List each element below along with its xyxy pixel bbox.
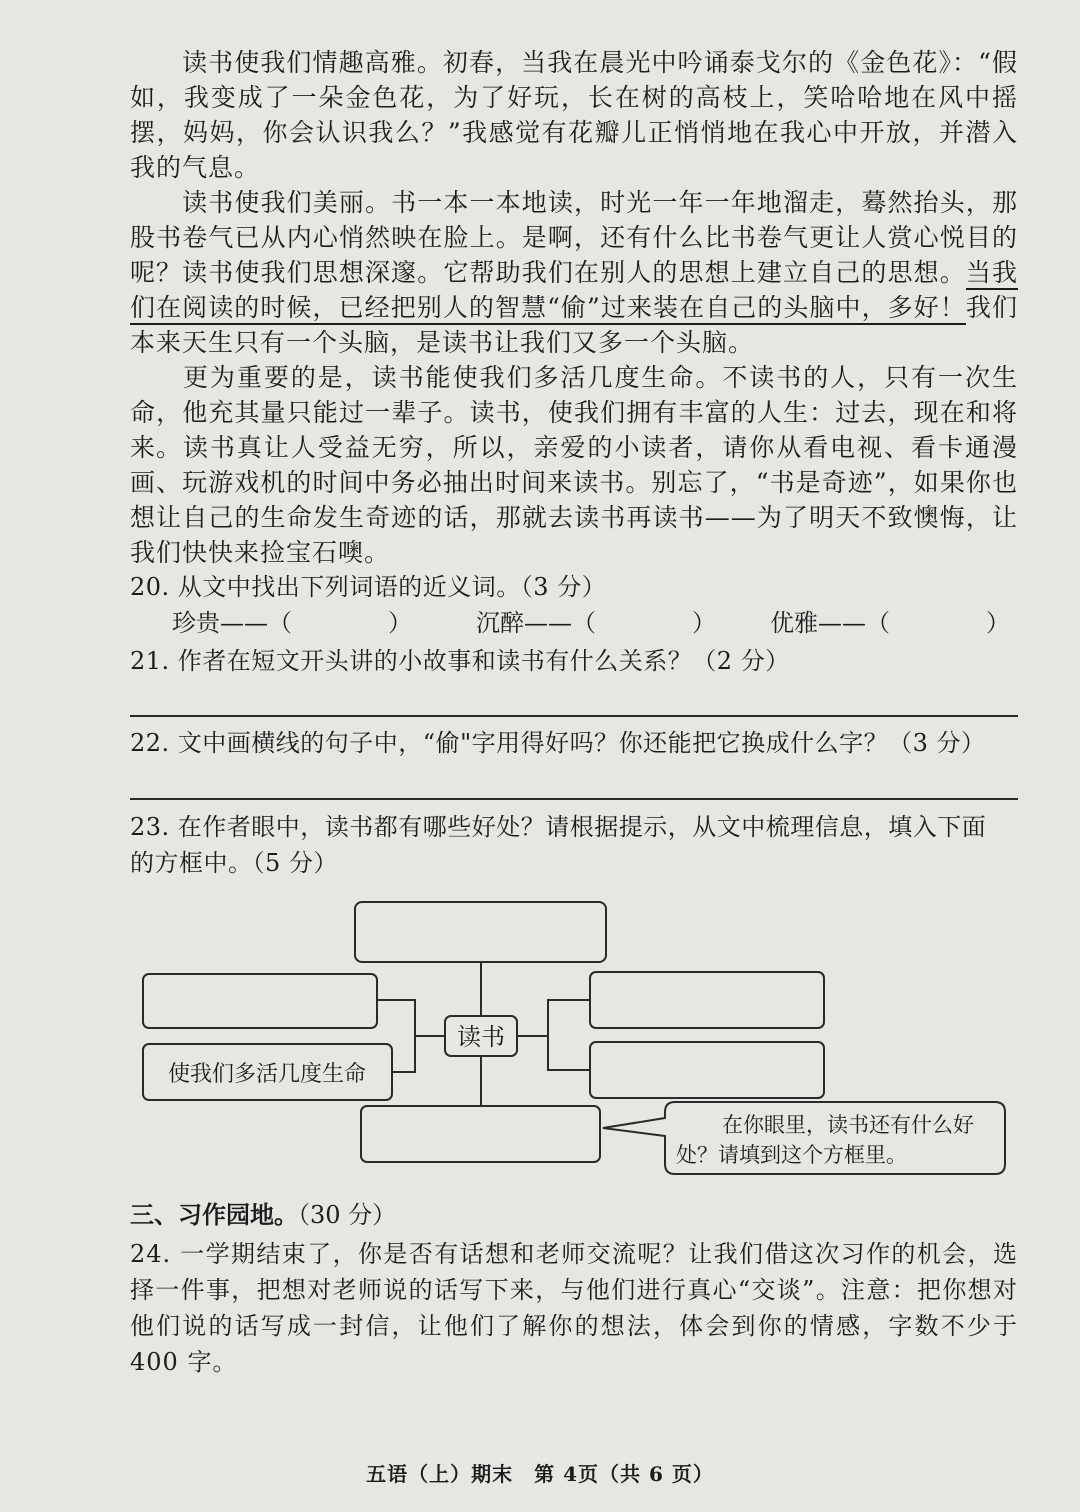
answer-box-left[interactable] xyxy=(143,974,377,1028)
answer-box-right-top[interactable] xyxy=(590,972,824,1028)
synonym-blank-1[interactable]: 珍贵——（ ） xyxy=(172,609,412,637)
passage-paragraph-3-start: 读书使我们思想深邃。它帮助我们在别人的思想上建立自己的思想。 xyxy=(182,258,966,287)
section-3-heading xyxy=(130,1198,396,1232)
answer-box-bottom[interactable] xyxy=(361,1106,600,1162)
section-3-points: （30 分） xyxy=(298,1201,397,1229)
question-22: 22. 文中画横线的句子中，“偷"字用得好吗？你还能把它换成什么字？（3 分） xyxy=(130,729,986,757)
connector-right xyxy=(517,1000,590,1070)
answer-box-top[interactable] xyxy=(355,902,606,962)
question-24: 24. 一学期结束了，你是否有话想和老师交流呢？让我们借这次习作的机会，选择一件事，把想对老师说的话写下来，与他们进行真心“交谈”。注意：把你想对他们说的话写成一封信，让他们了解你的想法，体会到你的情感，字数不少于 400 字。 xyxy=(130,1240,1018,1376)
passage-paragraph-5-text: 读书真让人受益无穷，所以，亲爱的小读者，请你从看电视、看卡通漫画、玩游戏机的时间中务必抽出时间来读书。别忘了，“书是奇迹”，如果你也想让自己的生命发生奇迹的话，那就去读书再读书——为了明天不致懊悔，让我们快快来捡宝石噢。 xyxy=(130,433,1018,567)
speech-bubble-line-1: 在你眼里，读书还有什么好 xyxy=(722,1113,974,1137)
section-3-title: 三、习作园地。 xyxy=(130,1200,298,1229)
connector-left xyxy=(377,1000,445,1072)
given-box-label: 使我们多活几度生命 xyxy=(167,1062,367,1087)
question-23-line-2: 的方框中。（5 分） xyxy=(130,849,338,877)
passage-paragraph-4-text: 更为重要的是，读书能使我们多活几度生命。不读书的人，只有一次生命，他充其量只能过一辈子。读书，使我们拥有丰富的人生：过去，现在和将来。 xyxy=(130,363,1018,462)
synonym-blank-3[interactable]: 优雅——（ ） xyxy=(770,609,1010,637)
passage-paragraph-3-end: 我们本来天生只有一个头脑，是读书让我们又多一个头脑。 xyxy=(130,293,1018,357)
speech-bubble-line-2: 处？请填到这个方框里。 xyxy=(676,1143,907,1167)
passage-paragraph-1-text: 读书使我们情趣高雅。初春，当我在晨光中吟诵泰戈尔的《金色花》：“假如，我变成了一朵金色花，为了好玩，长在树的高枝上，笑哈哈地在风中摇摆，妈妈，你会认识我么？”我感觉有花瓣儿正悄悄地在我心中开放，并潜入我的气息。 xyxy=(130,48,1018,182)
question-20: 20. 从文中找出下列词语的近义词。（3 分） xyxy=(130,573,607,601)
underlined-sentence: 当我们在阅读的时候，已经把别人的智慧“偷”过来装在自己的头脑中，多好！ xyxy=(130,258,1018,325)
passage-paragraph-2-text: 读书使我们美丽。书一本一本地读，时光一年一年地溜走，蓦然抬头，那股书卷气已从内心悄然映在脸上。是啊，还有什么比书卷气更让人赏心悦目的呢？ xyxy=(130,188,1018,287)
page-footer: 五语（上）期末 第 4页（共 6 页） xyxy=(366,1462,714,1486)
question-23-line-1: 23. 在作者眼中，读书都有哪些好处？请根据提示，从文中梳理信息，填入下面 xyxy=(130,813,987,841)
center-label: 读书 xyxy=(457,1023,505,1051)
synonym-blank-2[interactable]: 沉醉——（ ） xyxy=(476,609,716,637)
question-21: 21. 作者在短文开头讲的小故事和读书有什么关系？（2 分） xyxy=(130,647,790,675)
answer-box-right-bottom[interactable] xyxy=(590,1042,824,1098)
